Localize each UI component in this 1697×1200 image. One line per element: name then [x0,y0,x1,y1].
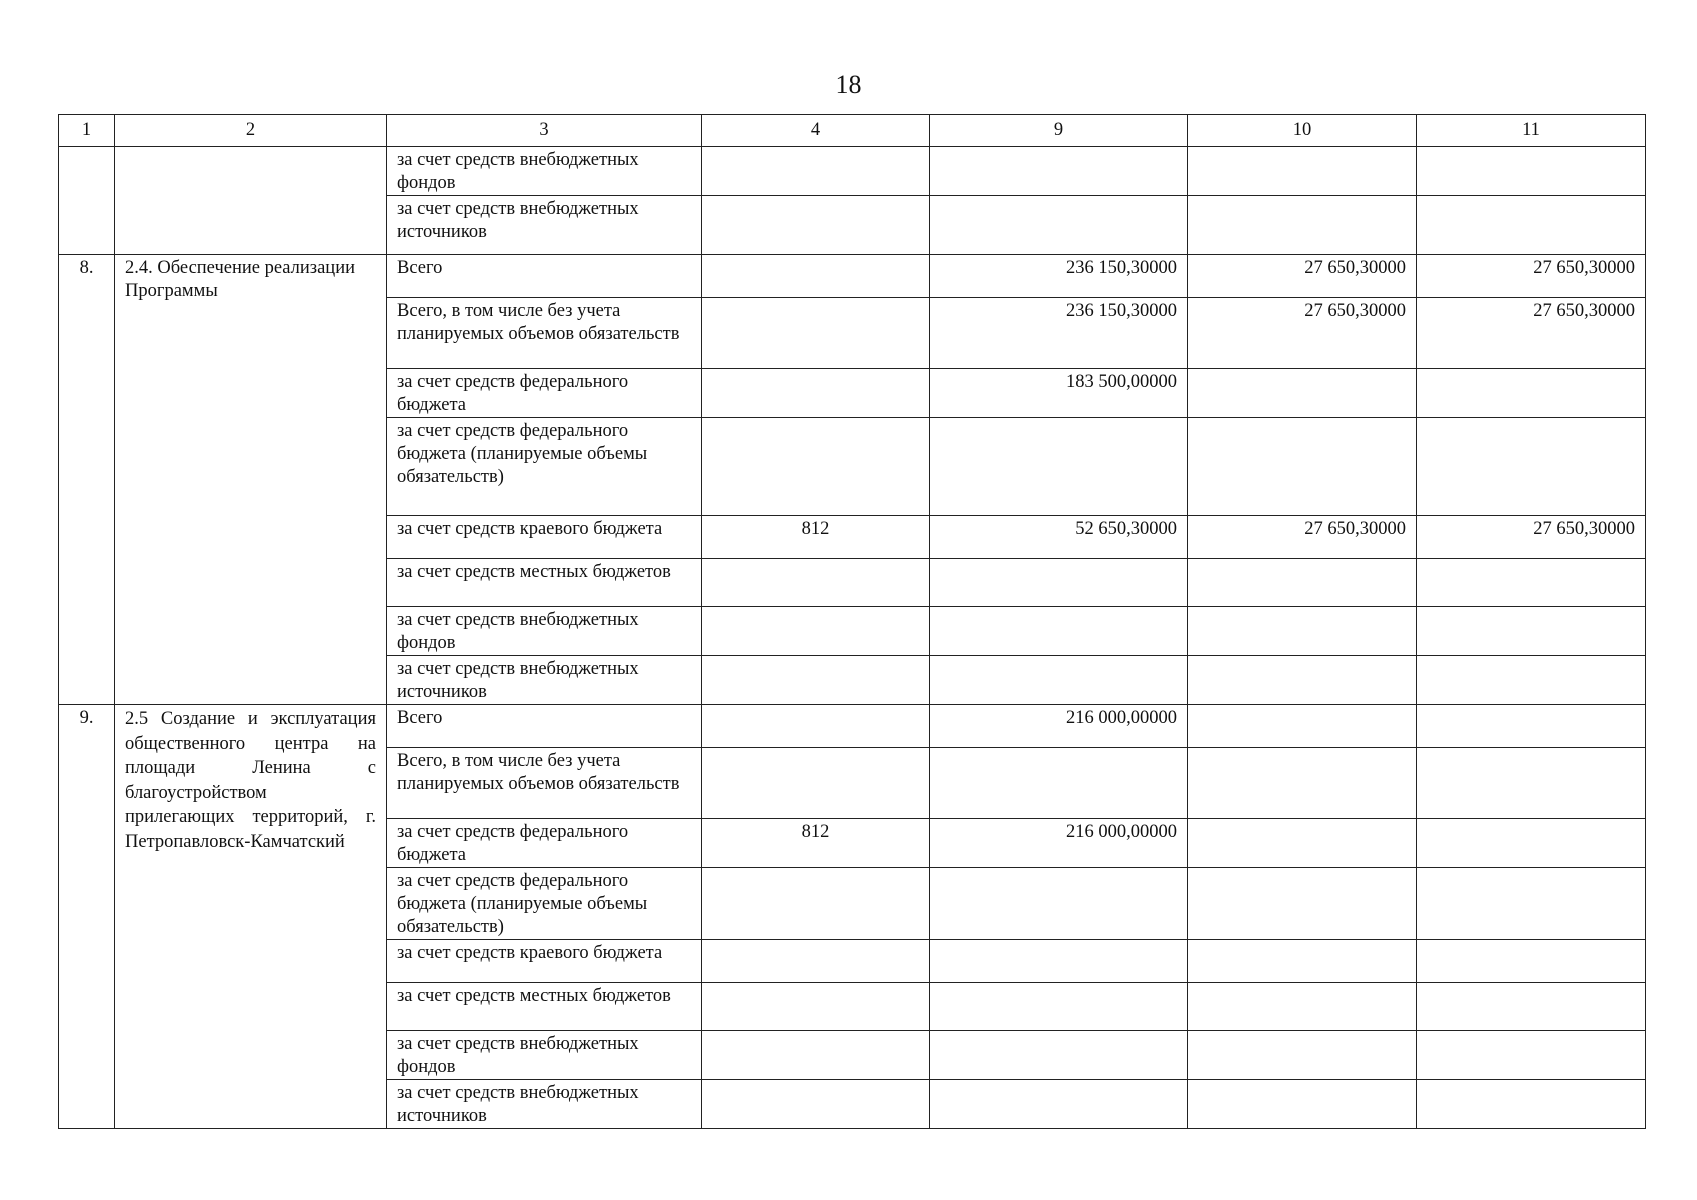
column-header: 10 [1188,115,1417,147]
amount-col11-cell [1417,1080,1646,1129]
amount-col11-cell [1417,1031,1646,1080]
amount-col11-cell [1417,196,1646,255]
amount-col10-cell [1188,940,1417,983]
funding-source-cell: Всего, в том числе без учета планируемых объемов обязательств [387,298,702,369]
amount-col10-cell [1188,819,1417,868]
amount-col10-cell [1188,196,1417,255]
amount-col9-cell: 216 000,00000 [930,819,1188,868]
event-name-cell: 2.4. Обеспечение реализации Программы [115,255,387,705]
column-header: 1 [59,115,115,147]
kbk-cell [702,1080,930,1129]
funding-source-cell: за счет средств федерального бюджета (планируемые объемы обязательств) [387,418,702,516]
column-number-header-row [59,115,1646,147]
kbk-cell [702,255,930,298]
amount-col10-cell: 27 650,30000 [1188,298,1417,369]
amount-col9-cell: 236 150,30000 [930,255,1188,298]
amount-col11-cell [1417,607,1646,656]
amount-col11-cell [1417,705,1646,748]
event-number-cell: 9. [59,705,115,1129]
kbk-cell [702,147,930,196]
kbk-cell: 812 [702,516,930,559]
event-number-cell: 8. [59,255,115,705]
amount-col10-cell [1188,147,1417,196]
funding-source-cell: за счет средств местных бюджетов [387,983,702,1031]
amount-col9-cell [930,983,1188,1031]
funding-source-cell: за счет средств федерального бюджета [387,369,702,418]
amount-col10-cell [1188,705,1417,748]
column-header: 4 [702,115,930,147]
amount-col11-cell [1417,559,1646,607]
kbk-cell [702,607,930,656]
kbk-cell [702,748,930,819]
page-number: 18 [835,70,862,99]
funding-source-cell: за счет средств федерального бюджета [387,819,702,868]
amount-col9-cell: 236 150,30000 [930,298,1188,369]
amount-col11-cell [1417,983,1646,1031]
kbk-cell [702,559,930,607]
amount-col9-cell [930,607,1188,656]
funding-source-cell: за счет средств внебюджетных фондов [387,1031,702,1080]
budget-table [58,114,1646,1129]
amount-col11-cell: 27 650,30000 [1417,255,1646,298]
funding-source-cell: за счет средств внебюджетных фондов [387,147,702,196]
amount-col11-cell [1417,748,1646,819]
funding-source-cell: Всего [387,705,702,748]
amount-col11-cell [1417,868,1646,940]
event-name-cell: 2.5 Создание и эксплуатация общественного центра на площади Ленина с благоустройством прилегающих территорий, г. Петропавловск-Камчатский [115,705,387,1129]
funding-source-cell: за счет средств краевого бюджета [387,940,702,983]
amount-col11-cell [1417,369,1646,418]
amount-col11-cell [1417,418,1646,516]
kbk-cell [702,656,930,705]
amount-col10-cell [1188,1031,1417,1080]
column-header: 3 [387,115,702,147]
amount-col9-cell: 183 500,00000 [930,369,1188,418]
kbk-cell [702,1031,930,1080]
event-name-cell [115,147,387,255]
amount-col9-cell [930,940,1188,983]
kbk-cell [702,298,930,369]
kbk-cell [702,868,930,940]
amount-col10-cell [1188,748,1417,819]
amount-col9-cell [930,147,1188,196]
event-number-cell [59,147,115,255]
amount-col11-cell: 27 650,30000 [1417,516,1646,559]
funding-source-cell: за счет средств федерального бюджета (планируемые объемы обязательств) [387,868,702,940]
amount-col11-cell [1417,656,1646,705]
kbk-cell [702,983,930,1031]
amount-col9-cell [930,196,1188,255]
amount-col9-cell [930,656,1188,705]
amount-col10-cell [1188,369,1417,418]
amount-col10-cell: 27 650,30000 [1188,255,1417,298]
column-header: 2 [115,115,387,147]
kbk-cell [702,369,930,418]
amount-col9-cell [930,418,1188,516]
amount-col9-cell [930,748,1188,819]
amount-col9-cell: 216 000,00000 [930,705,1188,748]
amount-col10-cell [1188,418,1417,516]
funding-source-cell: за счет средств внебюджетных фондов [387,607,702,656]
kbk-cell: 812 [702,819,930,868]
kbk-cell [702,196,930,255]
funding-source-cell: за счет средств внебюджетных источников [387,656,702,705]
amount-col11-cell [1417,819,1646,868]
amount-col10-cell [1188,868,1417,940]
kbk-cell [702,705,930,748]
funding-source-cell: за счет средств внебюджетных источников [387,196,702,255]
funding-source-cell: Всего [387,255,702,298]
column-header: 11 [1417,115,1646,147]
amount-col10-cell [1188,607,1417,656]
amount-col9-cell [930,868,1188,940]
amount-col11-cell [1417,940,1646,983]
amount-col11-cell [1417,147,1646,196]
amount-col10-cell: 27 650,30000 [1188,516,1417,559]
column-header: 9 [930,115,1188,147]
kbk-cell [702,418,930,516]
amount-col9-cell: 52 650,30000 [930,516,1188,559]
amount-col9-cell [930,559,1188,607]
amount-col9-cell [930,1080,1188,1129]
table-row [59,147,1646,196]
kbk-cell [702,940,930,983]
table-row [59,705,1646,748]
amount-col10-cell [1188,656,1417,705]
amount-col10-cell [1188,1080,1417,1129]
amount-col10-cell [1188,983,1417,1031]
funding-source-cell: за счет средств краевого бюджета [387,516,702,559]
amount-col11-cell: 27 650,30000 [1417,298,1646,369]
amount-col10-cell [1188,559,1417,607]
funding-source-cell: за счет средств внебюджетных источников [387,1080,702,1129]
table-row [59,255,1646,298]
amount-col9-cell [930,1031,1188,1080]
funding-source-cell: Всего, в том числе без учета планируемых объемов обязательств [387,748,702,819]
funding-source-cell: за счет средств местных бюджетов [387,559,702,607]
